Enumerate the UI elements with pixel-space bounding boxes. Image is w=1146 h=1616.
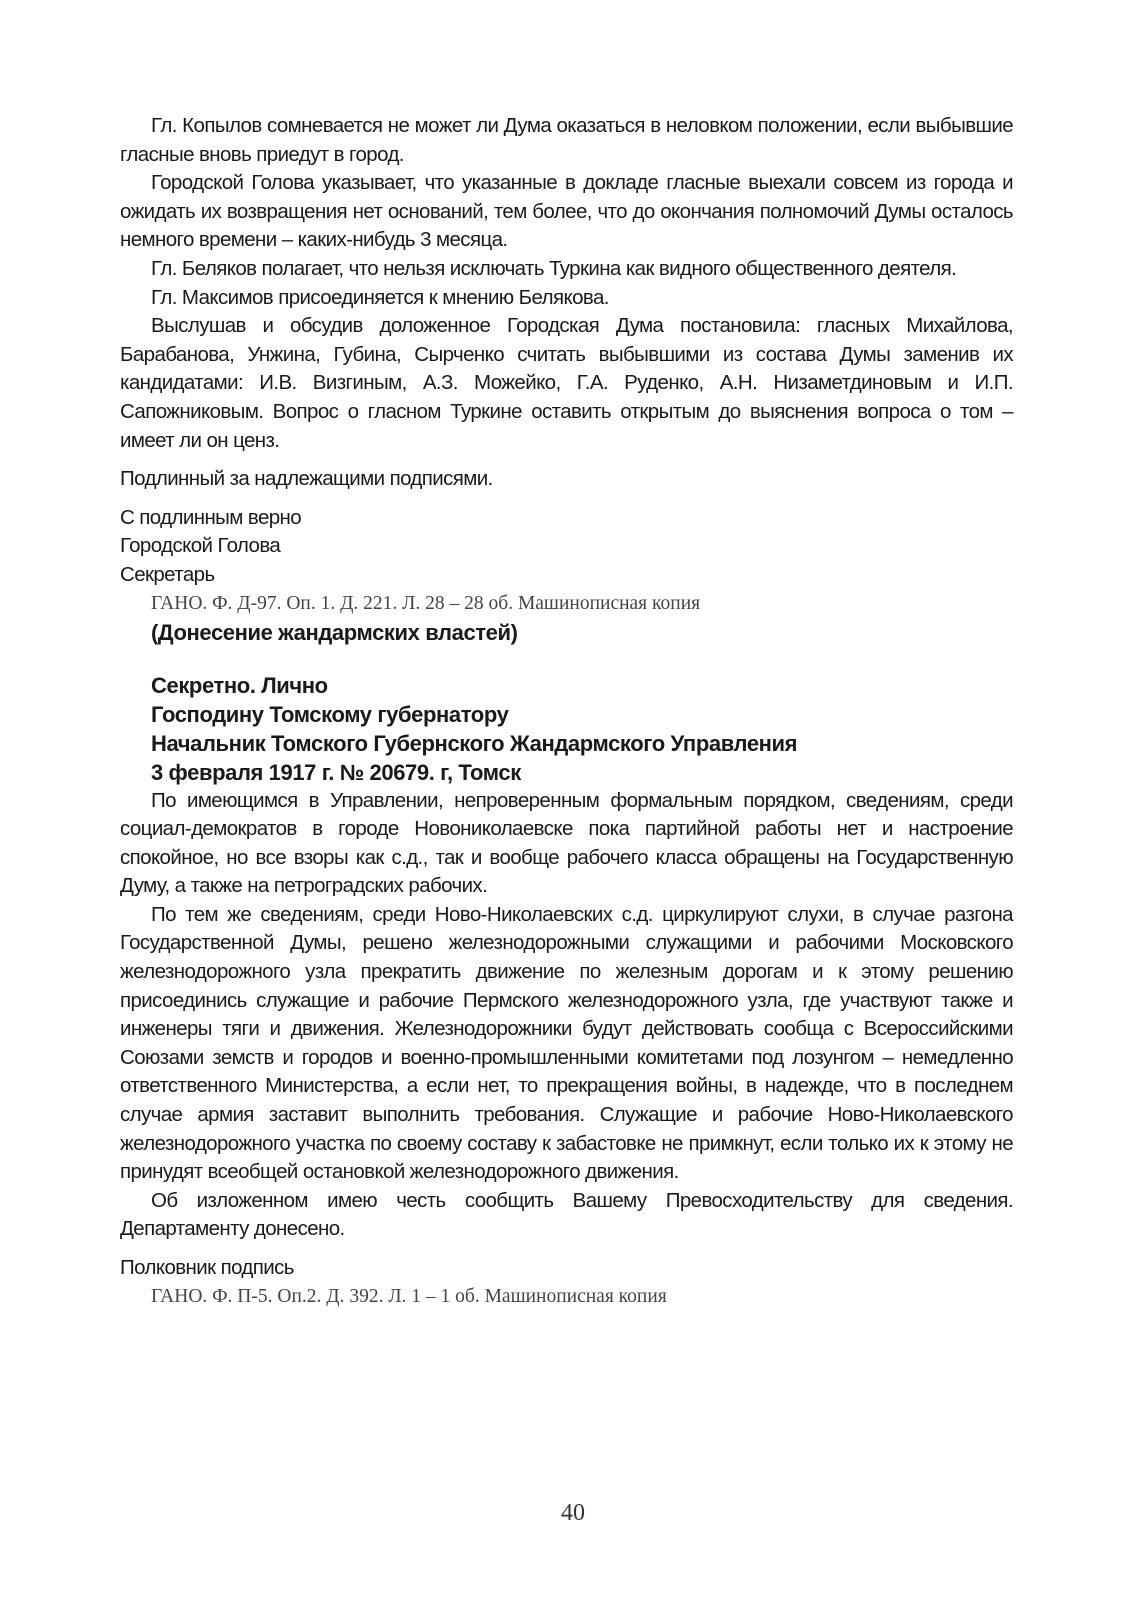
paragraph: По тем же сведениям, среди Ново-Николаевских с.д. циркулируют слухи, в случае разгона Государственной Думы, решено железнодорожными служащими и рабочими Московского железнодорожного узла прекратить движение по железным дорогам и к этому решению присоединись служащие и рабочие Пермского железнодорожного узла, где участвуют также и инженеры тяги и движения. Железнодорожники будут действовать сообща с Всероссийскими Союзами земств и городов и военно-промышленными комитетами под лозунгом – немедленно ответственного Министерства, а если нет, то прекращения войны, в надежде, что в последнем случае армия заставит выполнить требования. Служащие и рабочие Ново-Николаевского железнодорожного участка по своему составу к забастовке не примкнут, если только их к этому не принудят всеобщей остановкой железнодорожного движения. — [120, 902, 1013, 1184]
certification-line: Секретарь — [120, 562, 215, 586]
document-page — [120, 112, 1013, 1311]
archive-source: ГАНО. Ф. Д-97. Оп. 1. Д. 221. Л. 28 – 28 об. Машинописная копия — [151, 592, 701, 614]
header-line: Начальник Томского Губернского Жандармского Управления — [151, 730, 798, 756]
header-line: 3 февраля 1917 г. № 20679. г, Томск — [151, 759, 521, 785]
signature: Полковник подпись — [120, 1256, 294, 1279]
document-header — [120, 671, 1013, 787]
header-line: Господину Томскому губернатору — [151, 701, 509, 727]
certification-line: Городской Голова — [120, 534, 281, 558]
paragraph: Городской Голова указывает, что указанные в докладе гласные выехали совсем из города и ожидать их возвращения нет оснований, тем более, что до окончания полномочий Думы осталось немного времени – каких-нибудь 3 месяца. — [120, 171, 1013, 252]
paragraph: Гл. Копылов сомневается не может ли Дума оказаться в неловком положении, если выбывшие гласные вновь приедут в город. — [120, 114, 1013, 166]
paragraph: Выслушав и обсудив доложенное Городская Дума постановила: гласных Михайлова, Барабанова, Унжина, Губина, Сырченко считать выбывшими из состава Думы заменив их кандидатами: И.В. Визгиным, А.З. Можейко, Г.А. Руденко, А.Н. Низаметдиновым и И.П. Сапожниковым. Вопрос о гласном Туркине оставить открытым до выяснения вопроса о том – имеет ли он ценз. — [120, 314, 1013, 452]
original-note: Подлинный за надлежащими подписями. — [120, 467, 493, 491]
paragraph: Об изложенном имею честь сообщить Вашему Превосходительству для сведения. Департаменту донесено. — [120, 1188, 1013, 1241]
section-title: (Донесение жандармских властей) — [151, 619, 518, 645]
archive-source: ГАНО. Ф. П-5. Оп.2. Д. 392. Л. 1 – 1 об. Машинописная копия — [151, 1285, 667, 1307]
page-number: 40 — [561, 1500, 585, 1526]
paragraph: Гл. Беляков полагает, что нельзя исключать Туркина как видного общественного деятеля. — [151, 256, 957, 280]
certification-line: С подлинным верно — [120, 505, 302, 529]
header-line: Секретно. Лично — [151, 672, 328, 698]
paragraph: По имеющимся в Управлении, непроверенным формальным порядком, сведениям, среди социал-демократов в городе Новониколаевске пока партийной работы нет и настроение спокойное, но все взоры как с.д., так и вообще рабочего класса обращены на Государственную Думу, а также на петроградских рабочих. — [120, 788, 1013, 898]
body-text — [120, 112, 1013, 1311]
paragraph: Гл. Максимов присоединяется к мнению Белякова. — [151, 285, 609, 309]
